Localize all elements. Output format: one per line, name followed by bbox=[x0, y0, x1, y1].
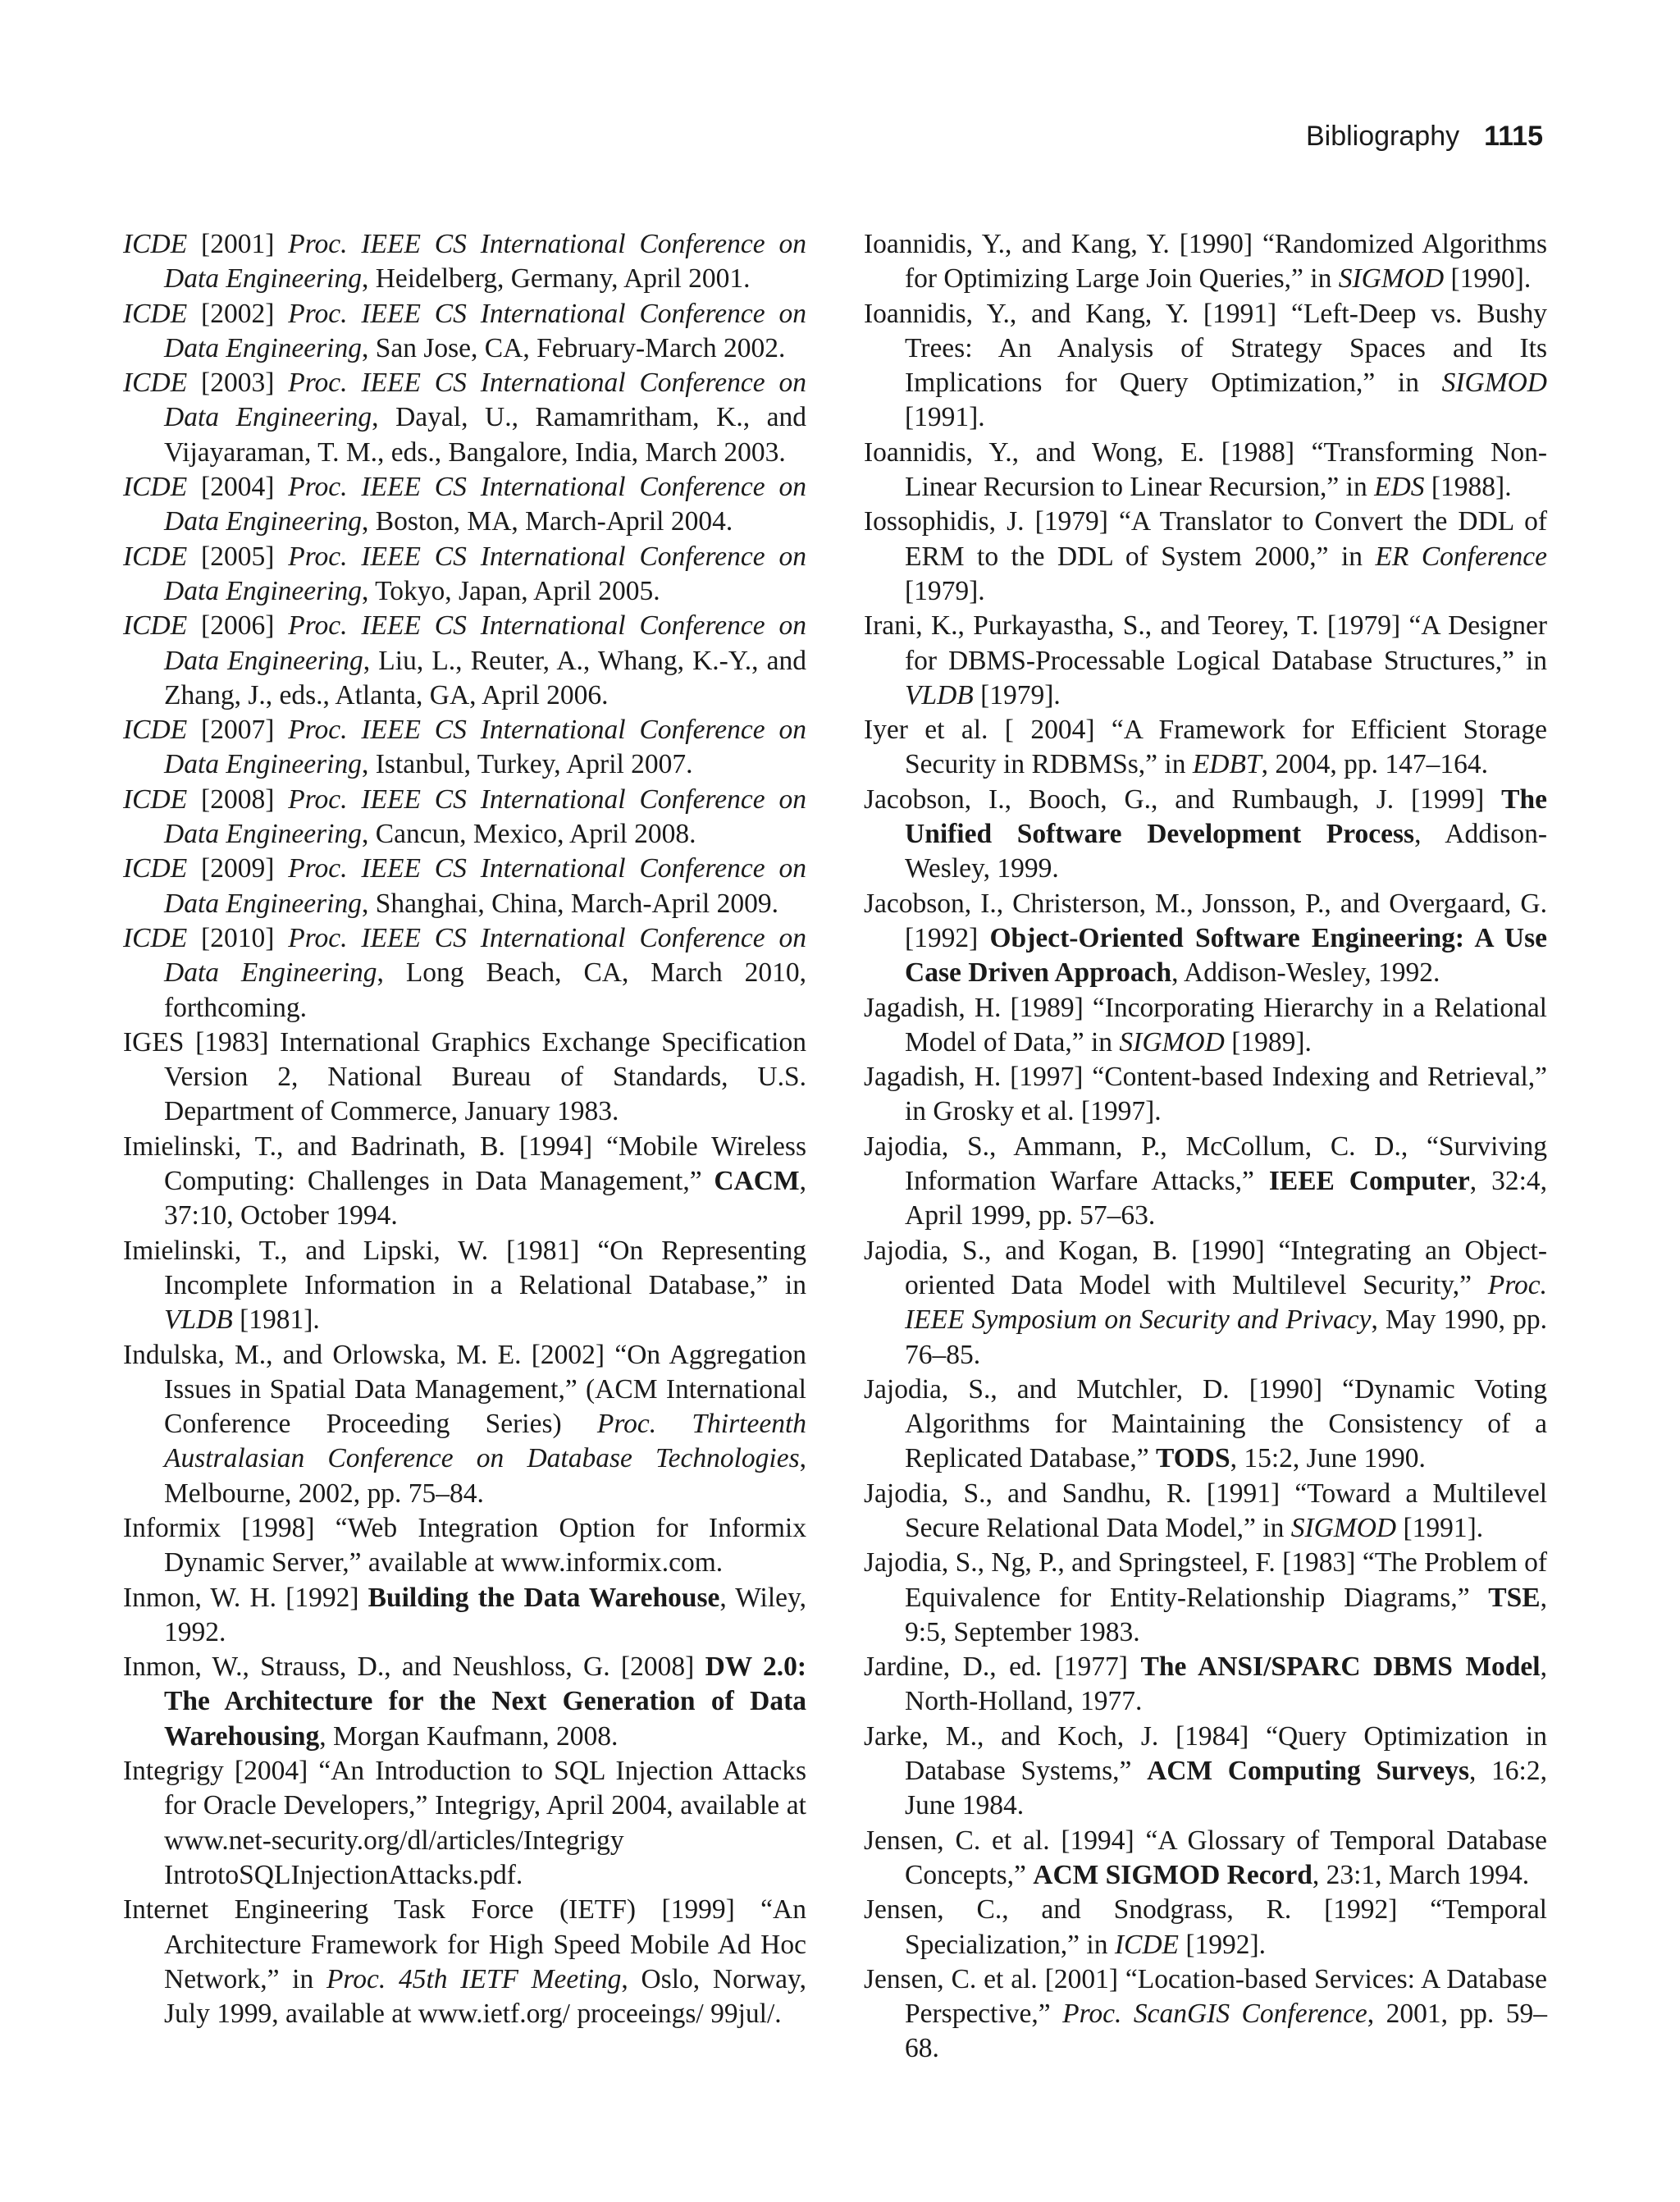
entry-text: Jajodia, S., Ammann, P., McCollum, C. D., “Surviving Information Warfare Attacks,” bbox=[864, 1131, 1547, 1197]
entry-text: , Morgan Kaufmann, 2008. bbox=[319, 1720, 619, 1752]
entry-text: [1988]. bbox=[1424, 472, 1512, 503]
bibliography-entry bbox=[123, 297, 806, 367]
bibliography-entry bbox=[864, 1130, 1547, 1234]
entry-text: Jacobson, I., Booch, G., and Rumbaugh, J. [1999] bbox=[864, 783, 1502, 815]
italic-text: Proc. IEEE CS International Conference on Data Engineering bbox=[164, 853, 806, 919]
entry-text: , Tokyo, Japan, April 2005. bbox=[361, 575, 660, 606]
bold-text: TODS bbox=[1156, 1443, 1230, 1474]
entry-text: Jacobson, I., Christerson, M., Jonsson, P., and Overgaard, G. [1992] bbox=[864, 888, 1547, 953]
entry-text: [2009] bbox=[187, 853, 289, 884]
bibliography-entry bbox=[123, 1754, 806, 1893]
bibliography-entry bbox=[864, 1546, 1547, 1650]
bibliography-entry bbox=[864, 1720, 1547, 1824]
italic-text: Proc. IEEE CS International Conference on Data Engineering bbox=[164, 298, 806, 363]
entry-text: Inmon, W. H. [1992] bbox=[123, 1582, 368, 1613]
bibliography-entry bbox=[123, 1130, 806, 1234]
entry-text: , Long Beach, CA, March 2010, forthcoming. bbox=[164, 957, 806, 1023]
entry-text: Jajodia, S., and Sandhu, R. [1991] “Toward a Multilevel Secure Relational Data Model,” in bbox=[864, 1478, 1547, 1543]
bibliography-entry bbox=[123, 470, 806, 540]
entry-text: Irani, K., Purkayastha, S., and Teorey, T. [1979] “A Designer for DBMS-Processable Logical Database Structures,” in bbox=[864, 610, 1547, 676]
entry-text: Internet Engineering Task Force (IETF) [1999] “An Architecture Framework for High Speed Mobile Ad Hoc Network,” in bbox=[123, 1894, 806, 1994]
entry-text: Ioannidis, Y., and Kang, Y. [1991] “Left-Deep vs. Bushy Trees: An Analysis of Strategy Spaces and Its Implications for Query Optimization,” in bbox=[864, 298, 1547, 399]
italic-text: ICDE bbox=[123, 472, 188, 503]
page-number: 1115 bbox=[1484, 121, 1543, 152]
bold-text: The ANSI/SPARC DBMS Model bbox=[1140, 1652, 1541, 1683]
entry-text: [2001] bbox=[187, 229, 289, 259]
entry-text: [2010] bbox=[187, 922, 289, 953]
italic-text: Proc. IEEE CS International Conference on Data Engineering bbox=[164, 783, 806, 850]
italic-text: ICDE bbox=[123, 783, 188, 815]
bibliography-entry bbox=[123, 1511, 806, 1581]
italic-text: ICDE bbox=[123, 298, 188, 329]
entry-text: [2003] bbox=[187, 368, 289, 399]
entry-text: Integrigy [2004] “An Introduction to SQL Injection Attacks for Oracle Developers,” Integrigy, April 2004, available at www.net-security.org/dl/articles/Integrigy IntrotoSQLInjectionAttacks.pdf. bbox=[123, 1756, 806, 1890]
entry-text: Iyer et al. [ 2004] “A Framework for Efficient Storage Security in RDBMSs,” in bbox=[864, 715, 1547, 780]
entry-text: , Dayal, U., Ramamritham, K., and Vijayaraman, T. M., eds., Bangalore, India, March 2003. bbox=[164, 402, 806, 468]
bibliography-entry bbox=[123, 227, 806, 297]
bibliography-entry bbox=[123, 609, 806, 713]
entry-text: [1989]. bbox=[1224, 1026, 1312, 1058]
entry-text: , North-Holland, 1977. bbox=[905, 1652, 1547, 1717]
bibliography-entry bbox=[123, 1026, 806, 1130]
bibliography-entry bbox=[864, 297, 1547, 436]
entry-text: , Boston, MA, March-April 2004. bbox=[361, 506, 733, 537]
entry-text: [2002] bbox=[187, 298, 289, 329]
bold-text: The Unified Software Development Process bbox=[905, 783, 1547, 850]
entry-text: Inmon, W., Strauss, D., and Neushloss, G. [2008] bbox=[123, 1652, 705, 1683]
entry-text: [1990]. bbox=[1444, 263, 1532, 295]
italic-text: ICDE bbox=[123, 715, 188, 746]
entry-text: , 23:1, March 1994. bbox=[1312, 1859, 1530, 1890]
entry-text: Jajodia, S., and Mutchler, D. [1990] “Dynamic Voting Algorithms for Maintaining the Consistency of a Replicated Database,” bbox=[864, 1373, 1547, 1474]
bold-text: ACM Computing Surveys bbox=[1147, 1756, 1469, 1787]
entry-text: Jarke, M., and Koch, J. [1984] “Query Optimization in Database Systems,” bbox=[864, 1720, 1547, 1787]
entry-text: , Melbourne, 2002, pp. 75–84. bbox=[164, 1443, 806, 1509]
entry-text: Ioannidis, Y., and Kang, Y. [1990] “Randomized Algorithms for Optimizing Large Join Queries,” in bbox=[864, 229, 1547, 295]
entry-text: Indulska, M., and Orlowska, M. E. [2002] “On Aggregation Issues in Spatial Data Management,” (ACM International Conference Proceeding Series) bbox=[123, 1339, 806, 1440]
entry-text: Jensen, C., and Snodgrass, R. [1992] “Temporal Specialization,” in bbox=[864, 1894, 1547, 1960]
italic-text: ICDE bbox=[123, 853, 188, 884]
bibliography-entry bbox=[864, 991, 1547, 1061]
entry-text: , 37:10, October 1994. bbox=[164, 1166, 806, 1231]
italic-text: EDBT bbox=[1192, 749, 1262, 780]
italic-text: SIGMOD bbox=[1290, 1512, 1397, 1543]
entry-text: Ioannidis, Y., and Wong, E. [1988] “Transforming Non-Linear Recursion to Linear Recursion,” in bbox=[864, 436, 1547, 503]
bibliography-entry bbox=[864, 609, 1547, 713]
entry-text: , 2001, pp. 59–68. bbox=[905, 1999, 1547, 2064]
running-header bbox=[1306, 120, 1543, 153]
bibliography-entry bbox=[123, 713, 806, 783]
section-title: Bibliography bbox=[1305, 121, 1460, 152]
entry-text: [1981]. bbox=[232, 1304, 320, 1336]
italic-text: Proc. IEEE CS International Conference on Data Engineering bbox=[164, 472, 806, 537]
bold-text: ACM SIGMOD Record bbox=[1033, 1859, 1312, 1890]
italic-text: ICDE bbox=[123, 922, 188, 953]
entry-text: , 32:4, April 1999, pp. 57–63. bbox=[905, 1166, 1547, 1231]
entry-text: , Liu, L., Reuter, A., Whang, K.-Y., and Zhang, J., eds., Atlanta, GA, April 2006. bbox=[164, 645, 806, 710]
bibliography-entry bbox=[864, 887, 1547, 991]
entry-text: , 15:2, June 1990. bbox=[1230, 1443, 1426, 1474]
bibliography-entry bbox=[864, 1060, 1547, 1130]
entry-text: Jajodia, S., Ng, P., and Springsteel, F. [1983] “The Problem of Equivalence for Entity-Relationship Diagrams,” bbox=[864, 1547, 1547, 1613]
italic-text: Proc. Thirteenth Australasian Conference on Database Technologies bbox=[164, 1409, 806, 1474]
entry-text: IGES [1983] International Graphics Exchange Specification Version 2, National Bureau of Standards, U.S. Department of Commerce, January 1983. bbox=[123, 1026, 806, 1127]
entry-text: [1979]. bbox=[905, 575, 985, 606]
bibliography-entry bbox=[864, 436, 1547, 505]
bold-text: DW 2.0: The Architecture for the Next Generation of Data Warehousing bbox=[164, 1652, 807, 1752]
entry-text: , Heidelberg, Germany, April 2001. bbox=[361, 263, 751, 295]
italic-text: SIGMOD bbox=[1338, 263, 1445, 295]
italic-text: Proc. ScanGIS Conference bbox=[1062, 1999, 1367, 2030]
bibliography-entry bbox=[864, 1962, 1547, 2067]
entry-text: [1979]. bbox=[973, 679, 1061, 710]
entry-text: [2006] bbox=[187, 610, 289, 642]
entry-text: Jagadish, H. [1989] “Incorporating Hierarchy in a Relational Model of Data,” in bbox=[864, 992, 1547, 1058]
bold-text: TSE bbox=[1488, 1582, 1541, 1613]
bibliography-entry bbox=[864, 1234, 1547, 1373]
italic-text: Proc. IEEE CS International Conference on Data Engineering bbox=[164, 229, 806, 295]
italic-text: ICDE bbox=[123, 229, 188, 259]
entry-text: , Shanghai, China, March-April 2009. bbox=[361, 888, 778, 919]
italic-text: Proc. IEEE Symposium on Security and Privacy bbox=[905, 1269, 1547, 1336]
entry-text: Imielinski, T., and Badrinath, B. [1994] “Mobile Wireless Computing: Challenges in Data Management,” bbox=[123, 1131, 806, 1197]
italic-text: SIGMOD bbox=[1441, 368, 1547, 399]
entry-text: Jagadish, H. [1997] “Content-based Indexing and Retrieval,” in Grosky et al. [1997]. bbox=[864, 1062, 1547, 1127]
entry-text: Iossophidis, J. [1979] “A Translator to Convert the DDL of ERM to the DDL of System 2000,” in bbox=[864, 506, 1547, 572]
entry-text: [2008] bbox=[187, 783, 289, 815]
entry-text: , Istanbul, Turkey, April 2007. bbox=[361, 749, 693, 780]
entry-text: [2007] bbox=[187, 715, 289, 746]
italic-text: ICDE bbox=[123, 368, 188, 399]
entry-text: , Oslo, Norway, July 1999, available at www.ietf.org/ proceeings/ 99jul/. bbox=[164, 1963, 806, 2030]
italic-text: EDS bbox=[1374, 472, 1425, 503]
entry-text: [1991]. bbox=[1396, 1512, 1484, 1543]
entry-text: Jensen, C. et al. [2001] “Location-based Services: A Database Perspective,” bbox=[864, 1963, 1547, 2030]
entry-text: , Addison-Wesley, 1999. bbox=[905, 819, 1547, 884]
right-column bbox=[864, 227, 1547, 2067]
italic-text: Proc. IEEE CS International Conference on Data Engineering bbox=[164, 541, 806, 606]
bibliography-entry bbox=[864, 1650, 1547, 1720]
italic-text: ICDE bbox=[123, 610, 188, 642]
italic-text: ICDE bbox=[123, 541, 188, 572]
italic-text: Proc. IEEE CS International Conference on Data Engineering bbox=[164, 368, 806, 433]
entry-text: Imielinski, T., and Lipski, W. [1981] “On Representing Incomplete Information in a Relational Database,” in bbox=[123, 1235, 806, 1300]
bold-text: IEEE Computer bbox=[1268, 1166, 1470, 1197]
entry-text: , Wiley, 1992. bbox=[164, 1582, 806, 1647]
italic-text: VLDB bbox=[164, 1304, 233, 1336]
bold-text: Object-Oriented Software Engineering: A Use Case Driven Approach bbox=[905, 922, 1547, 989]
italic-text: Proc. IEEE CS International Conference on Data Engineering bbox=[164, 715, 806, 780]
italic-text: ER Conference bbox=[1375, 541, 1547, 572]
bibliography-entry bbox=[123, 540, 806, 610]
bibliography-entry bbox=[864, 227, 1547, 297]
bibliography-entry bbox=[123, 1338, 806, 1511]
entry-text: [2005] bbox=[187, 541, 289, 572]
bibliography-entry bbox=[123, 1650, 806, 1754]
entry-text: Jajodia, S., and Kogan, B. [1990] “Integrating an Object-oriented Data Model with Multilevel Security,” bbox=[864, 1235, 1547, 1300]
entry-text: , 9:5, September 1983. bbox=[905, 1582, 1547, 1647]
italic-text: Proc. IEEE CS International Conference on Data Engineering bbox=[164, 922, 806, 989]
entry-text: , Cancun, Mexico, April 2008. bbox=[361, 819, 696, 850]
left-column bbox=[123, 227, 806, 2031]
bibliography-entry bbox=[864, 1824, 1547, 1894]
entry-text: Informix [1998] “Web Integration Option for Informix Dynamic Server,” available at www.informix.com. bbox=[123, 1512, 806, 1578]
bibliography-entry bbox=[123, 921, 806, 1026]
bibliography-entry bbox=[123, 852, 806, 921]
entry-text: , San Jose, CA, February-March 2002. bbox=[361, 332, 786, 363]
italic-text: Proc. IEEE CS International Conference on Data Engineering bbox=[164, 610, 806, 676]
entry-text: Jardine, D., ed. [1977] bbox=[864, 1652, 1141, 1683]
bibliography-entry bbox=[123, 1581, 806, 1651]
bibliography-entry bbox=[864, 713, 1547, 783]
entry-text: , May 1990, pp. 76–85. bbox=[905, 1304, 1547, 1370]
italic-text: ICDE bbox=[1114, 1929, 1179, 1960]
bold-text: Building the Data Warehouse bbox=[368, 1582, 720, 1613]
entry-text: , Addison-Wesley, 1992. bbox=[1171, 957, 1440, 989]
bibliography-entry bbox=[123, 366, 806, 470]
bibliography-entry bbox=[864, 1373, 1547, 1477]
bibliography-entry bbox=[123, 1234, 806, 1338]
bibliography-entry bbox=[864, 1477, 1547, 1546]
italic-text: Proc. 45th IETF Meeting bbox=[326, 1963, 622, 1994]
bibliography-entry bbox=[864, 505, 1547, 609]
bibliography-entry bbox=[123, 783, 806, 852]
entry-text: , 16:2, June 1984. bbox=[905, 1756, 1547, 1821]
bold-text: CACM bbox=[714, 1166, 800, 1197]
bibliography-entry bbox=[864, 783, 1547, 887]
entry-text: [1991]. bbox=[905, 402, 985, 433]
italic-text: VLDB bbox=[905, 679, 974, 710]
italic-text: SIGMOD bbox=[1119, 1026, 1225, 1058]
entry-text: Jensen, C. et al. [1994] “A Glossary of Temporal Database Concepts,” bbox=[864, 1825, 1547, 1890]
entry-text: [2004] bbox=[187, 472, 289, 503]
entry-text: , 2004, pp. 147–164. bbox=[1261, 749, 1488, 780]
bibliography-entry bbox=[864, 1893, 1547, 1962]
bibliography-entry bbox=[123, 1893, 806, 2031]
entry-text: [1992]. bbox=[1178, 1929, 1267, 1960]
